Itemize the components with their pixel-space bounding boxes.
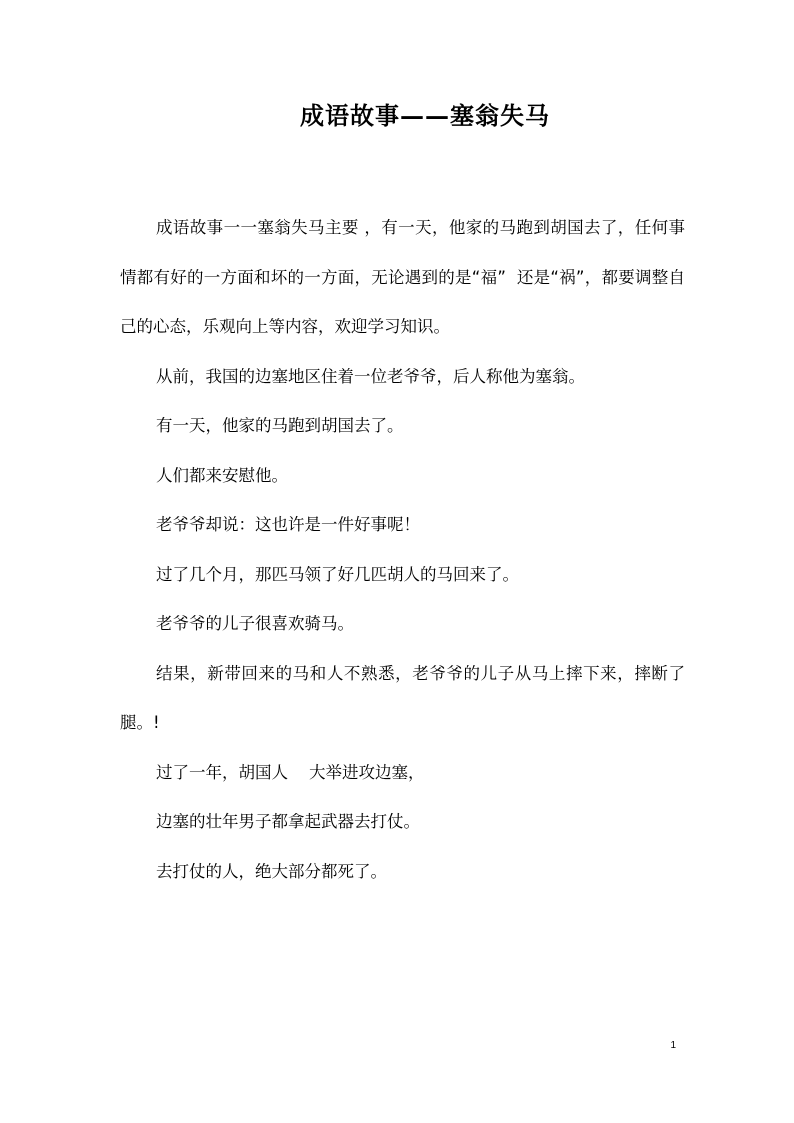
paragraph-intro: 成语故事一一塞翁失马主要 ，有一天，他家的马跑到胡国去了，任何事情都有好的一方面和坏的一方面，无论遇到的是“福” 还是“祸”，都要调整自己的心态，乐观向上等内容，欢迎学习知识。 [120, 218, 685, 336]
page-number: 1 [670, 1040, 676, 1051]
paragraph-2: 有一天，他家的马跑到胡国去了。 [156, 416, 404, 435]
paragraph-1: 从前，我国的边塞地区住着一位老爷爷，后人称他为塞翁。 [156, 366, 585, 386]
paragraph-4: 老爷爷却说：这也许是一件好事呢！ [156, 515, 420, 534]
paragraph-8: 过了一年，胡国人 大举进攻边塞， [156, 762, 425, 782]
paragraph-5: 过了几个月，那匹马领了好几匹胡人的马回来了。 [156, 564, 519, 584]
paragraph-3: 人们都来安慰他。 [156, 465, 288, 485]
document-title: 成语故事——塞翁失马 [300, 101, 550, 130]
paragraph-9: 边塞的壮年男子都拿起武器去打仗。 [156, 812, 420, 831]
paragraph-7: 结果，新带回来的马和人不熟悉，老爷爷的儿子从马上摔下来，摔断了腿。! [120, 663, 685, 732]
paragraph-10: 去打仗的人，绝大部分都死了。 [156, 861, 387, 881]
paragraph-6: 老爷爷的儿子很喜欢骑马。 [156, 614, 354, 633]
document-body [120, 203, 685, 896]
